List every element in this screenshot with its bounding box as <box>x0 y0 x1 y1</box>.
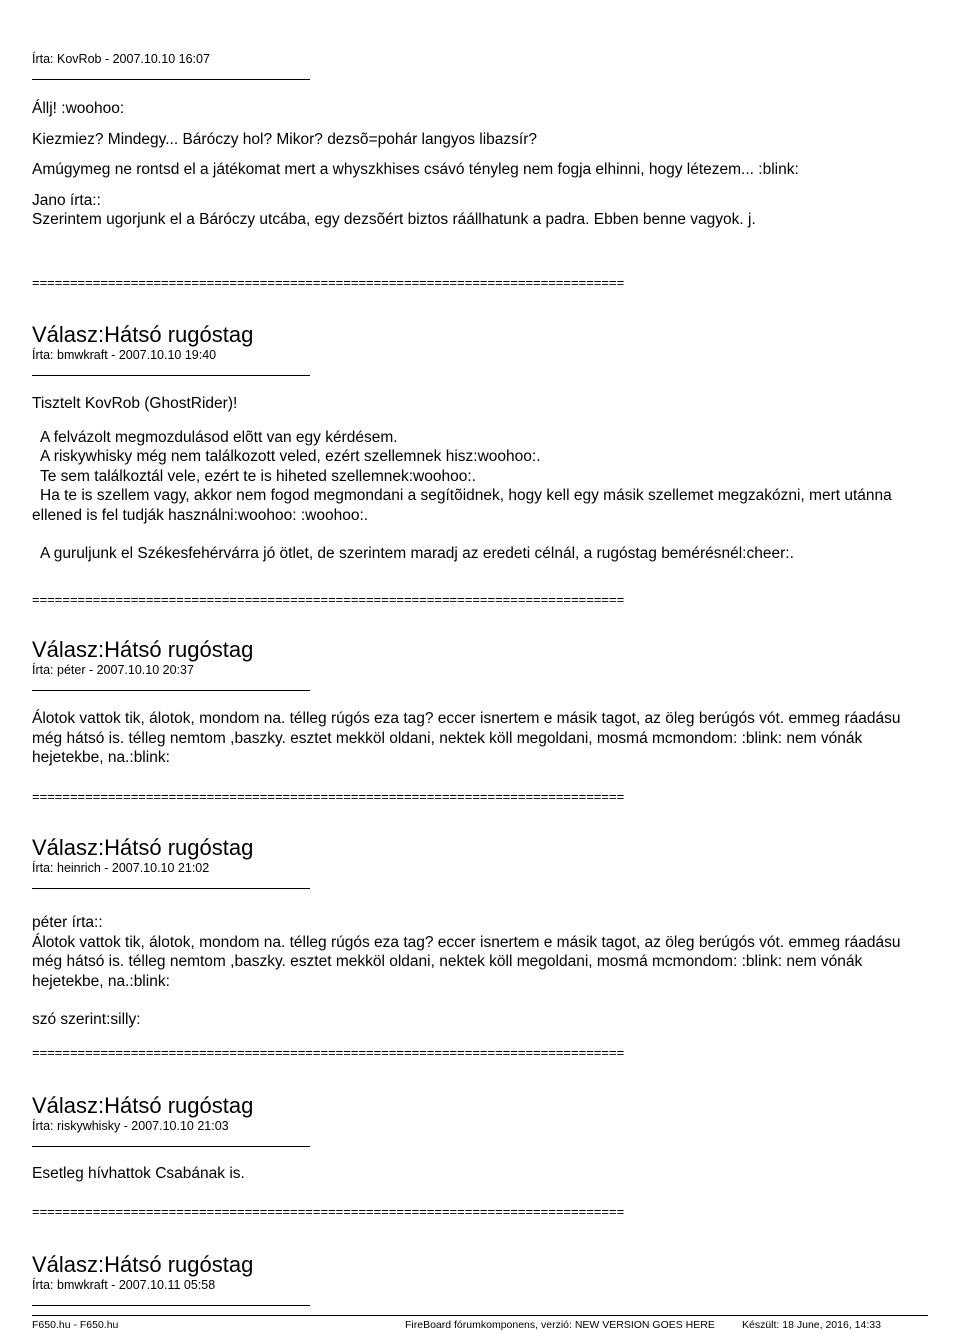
post-line: A felvázolt megmozdulásod elõtt van egy kérdésem. <box>40 428 398 446</box>
post <box>32 1252 928 1306</box>
post-line: Te sem találkoztál vele, ezért te is hiheted szellemnek:woohoo:. <box>40 467 476 485</box>
post-divider <box>32 888 310 889</box>
post-line: Álotok vattok tik, álotok, mondom na. télleg rúgós eza tag? eccer isnertem e másik tagot, az öleg berúgós vót. emmeg ráadásu még hátsó is. télleg nemtom ,baszky. esztet mekköl oldani, nektek köll megoldani, mosmá mcmondom: :blink: nem vónák hejetekbe, na.:blink: <box>32 933 901 990</box>
post-line: Amúgymeg ne rontsd el a játékomat mert a whyszkhises csávó tényleg nem fogja elhinni, hogy létezem... :blink: <box>32 161 799 178</box>
post-body <box>32 99 928 230</box>
post-line: péter írta:: <box>32 914 103 931</box>
post-separator: ============================================================================== <box>32 1205 625 1219</box>
post-line <box>32 486 928 525</box>
post-meta: Írta: riskywhisky - 2007.10.10 21:03 <box>32 1119 229 1133</box>
post-divider <box>32 79 310 80</box>
post <box>32 52 928 230</box>
post-line: Tisztelt KovRob (GhostRider)! <box>32 395 238 412</box>
post-meta: Írta: péter - 2007.10.10 20:37 <box>32 663 194 677</box>
post-line: A guruljunk el Székesfehérvárra jó ötlet, de szerintem maradj az eredeti célnál, a rugóstag bemérésnél:cheer:. <box>40 545 794 562</box>
post-meta: Írta: bmwkraft - 2007.10.11 05:58 <box>32 1278 216 1292</box>
footer-software: FireBoard fórumkomponens, verzió: NEW VERSION GOES HERE <box>405 1319 715 1331</box>
post-line: Álotok vattok tik, álotok, mondom na. télleg rúgós eza tag? eccer isnertem e másik tagot, az öleg berúgós vót. emmeg ráadásu még hátsó is. télleg nemtom ,baszky. esztet mekköl oldani, nektek köll megoldani, mosmá mcmondom: :blink: nem vónák hejetekbe, na.:blink: <box>32 710 901 766</box>
post <box>32 835 928 1030</box>
post-line: A riskywhisky még nem találkozott veled, ezért szellemnek hisz:woohoo:. <box>40 448 541 465</box>
post-line: Állj! :woohoo: <box>32 100 125 117</box>
post-title: Válasz:Hátsó rugóstag <box>32 637 254 662</box>
post <box>32 322 928 564</box>
post-line: szó szerint:silly: <box>32 1011 141 1028</box>
post-body <box>32 709 928 768</box>
post-line-text: Ha te is szellem vagy, akkor nem fogod megmondani a segítõidnek, hogy kell egy másik szellemet megzakózni, mert utánna ellened is fel tudják használni:woohoo: :woohoo:. <box>32 487 892 524</box>
post <box>32 1093 928 1184</box>
post-body <box>32 1164 928 1184</box>
post-divider <box>32 690 310 691</box>
post-meta: Írta: heinrich - 2007.10.10 21:02 <box>32 861 210 875</box>
post <box>32 637 928 768</box>
post-divider <box>32 1305 310 1306</box>
post-divider <box>32 375 310 376</box>
post-meta: Írta: bmwkraft - 2007.10.10 19:40 <box>32 348 217 362</box>
post-body <box>32 913 928 1030</box>
post-line: Szerintem ugorjunk el a Báróczy utcába, egy dezsõért biztos ráállhatunk a padra. Ebben benne vagyok. j. <box>32 211 756 228</box>
page-footer <box>32 1315 928 1331</box>
footer-generated: Készült: 18 June, 2016, 14:33 <box>742 1319 881 1331</box>
post-meta: Írta: KovRob - 2007.10.10 16:07 <box>32 52 210 66</box>
post-title: Válasz:Hátsó rugóstag <box>32 1252 254 1277</box>
post-title: Válasz:Hátsó rugóstag <box>32 835 254 860</box>
post-body <box>32 394 928 564</box>
post-separator: ============================================================================== <box>32 1046 625 1060</box>
post-title: Válasz:Hátsó rugóstag <box>32 322 254 347</box>
footer-site: F650.hu - F650.hu <box>32 1319 119 1331</box>
post-separator: ============================================================================== <box>32 790 625 804</box>
post-divider <box>32 1146 310 1147</box>
post-line: Esetleg hívhattok Csabának is. <box>32 1165 245 1182</box>
post-separator: ============================================================================== <box>32 276 625 290</box>
post-line: Kiezmiez? Mindegy... Báróczy hol? Mikor? dezsõ=pohár langyos libazsír? <box>32 130 537 148</box>
post-separator: ============================================================================== <box>32 593 625 607</box>
post-line: Jano írta:: <box>32 191 101 209</box>
post-title: Válasz:Hátsó rugóstag <box>32 1093 254 1118</box>
